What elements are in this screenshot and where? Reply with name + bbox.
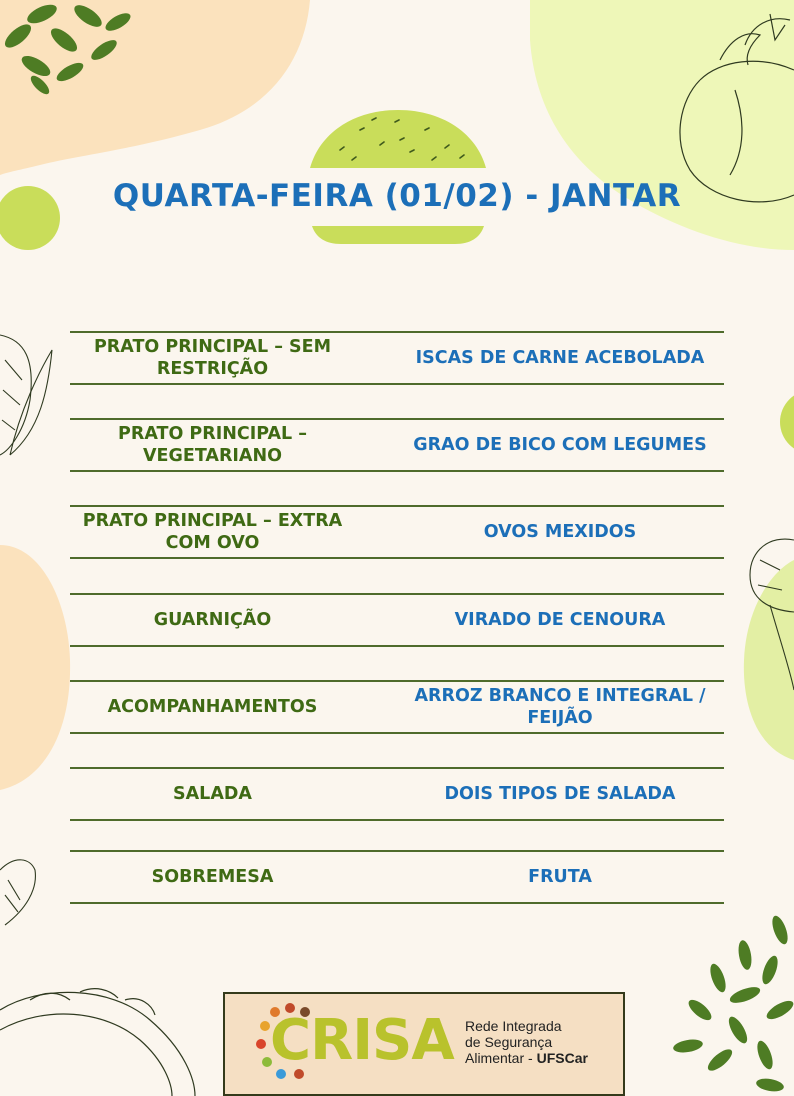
leaf-left-icon [0,335,52,455]
menu-row-label: ACOMPANHAMENTOS [107,697,318,717]
crisa-wordmark: CRISA [270,1008,454,1073]
menu-row-value: FRUTA [528,867,592,887]
menu-row [70,593,724,647]
menu-row-value: VIRADO DE CENOURA [454,610,666,630]
menu-row-value: ISCAS DE CARNE ACEBOLADA [415,348,705,368]
menu-row-label: PRATO PRINCIPAL – SEM RESTRIÇÃO [93,337,332,379]
lime-circle-right-edge [780,390,794,454]
crisa-tagline-ufscar: UFSCar [536,1050,588,1066]
menu-row [70,850,724,904]
menu-row-label: SOBREMESA [151,867,274,887]
menu-row-label: GUARNIÇÃO [153,610,272,630]
page-title: QUARTA-FEIRA (01/02) - JANTAR [112,178,682,214]
menu-row [70,505,724,559]
menu-row-value: DOIS TIPOS DE SALADA [444,784,676,804]
crisa-logo [223,992,625,1096]
menu-row-label: PRATO PRINCIPAL – VEGETARIANO [118,424,307,466]
bun-bottom-icon [312,226,484,244]
leaves-bottom-right-icon [672,914,794,1093]
menu-row [70,418,724,472]
crisa-tagline-line3-prefix: Alimentar - [465,1050,537,1066]
menu-row-value: ARROZ BRANCO E INTEGRAL / FEIJÃO [414,686,706,728]
taco-icon [0,989,195,1096]
peach-blob-left [0,545,70,790]
menu-row-value: GRAO DE BICO COM LEGUMES [413,435,707,455]
menu-row [70,767,724,821]
leaf-small-left-icon [0,860,35,925]
crisa-tagline [465,1018,588,1066]
menu-row [70,331,724,385]
menu-row-value: OVOS MEXIDOS [483,522,637,542]
bun-top-icon [310,110,486,168]
menu-row-label: SALADA [173,784,252,804]
crisa-tagline-line3 [465,1050,588,1066]
menu-row-label: PRATO PRINCIPAL – EXTRA COM OVO [82,511,343,553]
menu-row [70,680,724,734]
crisa-tagline-line2: de Segurança [465,1034,553,1050]
crisa-tagline-line1: Rede Integrada [465,1018,562,1034]
